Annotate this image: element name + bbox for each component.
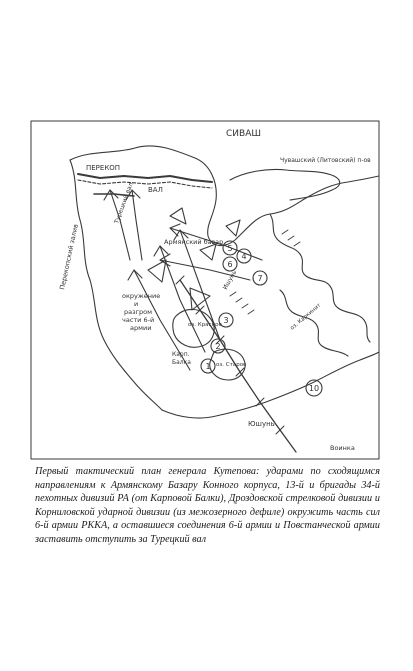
arrow-7 (132, 190, 142, 260)
arrow-1-head (128, 270, 142, 280)
triangle-1 (148, 260, 166, 282)
label-encircle-4: армии (130, 324, 152, 332)
label-karpova-0: Карп. (172, 351, 190, 358)
perekop-wall (78, 174, 212, 182)
arrow-6-head (104, 190, 118, 200)
label-oz-staroe: оз. Старое (216, 362, 247, 368)
triangle-3 (170, 208, 186, 224)
label-armyansky-bazar: Армянский базар (164, 238, 224, 246)
label-yushun: Юшунь (248, 420, 275, 428)
arrow-2-head (154, 246, 168, 256)
label-encircle-1: и (134, 300, 139, 308)
label-sivash: СИВАШ (226, 129, 261, 139)
unit-number-1: 1 (205, 362, 211, 371)
label-encircle-2: разгром (124, 308, 152, 316)
map-border (31, 121, 379, 459)
coastline-south (162, 352, 379, 418)
coastline-peninsula-tip (290, 176, 340, 200)
label-perekopsky-zaliv: Перекопский залив (58, 223, 80, 291)
position-marks (230, 230, 300, 314)
label-chuvashsky: Чувашский (Литовский) п-ов (280, 157, 371, 164)
label-encircle-3: части 6-й (122, 316, 155, 324)
triangle-4 (200, 244, 216, 260)
perekop-ditch (78, 180, 212, 188)
coastline-peninsula (230, 169, 334, 180)
unit-number-10: 10 (308, 384, 320, 393)
label-perekop: ПЕРЕКОП (86, 164, 121, 172)
map-drawing (30, 120, 380, 460)
unit-number-2: 2 (215, 342, 221, 351)
tactical-map (30, 120, 380, 460)
map-caption: Первый тактический план генерала Кутепова: ударами по сходящимся направлениям к Армянскому Базару Конного корпуса, 13-й и бригады 34-й пехотных дивизий РА (от Карповой Балки), Дроздовской стрелковой дивизии и Корниловской ударной дивизии (из межозерного дефиле) окружить часть сил 6-й армии РККА, а оставшиеся соединения 6-й армии и Повстанческой армии заставить отступить за Турецкий вал (35, 466, 380, 545)
unit-number-5: 5 (227, 244, 233, 253)
unit-number-4: 4 (241, 252, 247, 261)
label-turetsky-val: Турецкий вал (113, 181, 135, 225)
coastline-east (270, 214, 370, 342)
coastline-west (70, 160, 162, 410)
label-karpova-1: Балка (172, 359, 191, 366)
coastline-east-2 (280, 290, 348, 356)
unit-number-3: 3 (223, 316, 229, 325)
unit-number-6: 6 (227, 260, 233, 269)
label-bay-right: оз. Каркинит (289, 302, 323, 332)
label-ishun: Ишунь (221, 269, 239, 291)
label-val: ВАЛ (148, 186, 163, 194)
triangle-5 (226, 220, 240, 236)
label-oz-krasnoe: оз. Красное (188, 322, 222, 328)
unit-number-7: 7 (257, 274, 263, 283)
label-voinka: Воинка (330, 444, 355, 452)
label-encircle-0: окружение (122, 292, 161, 300)
